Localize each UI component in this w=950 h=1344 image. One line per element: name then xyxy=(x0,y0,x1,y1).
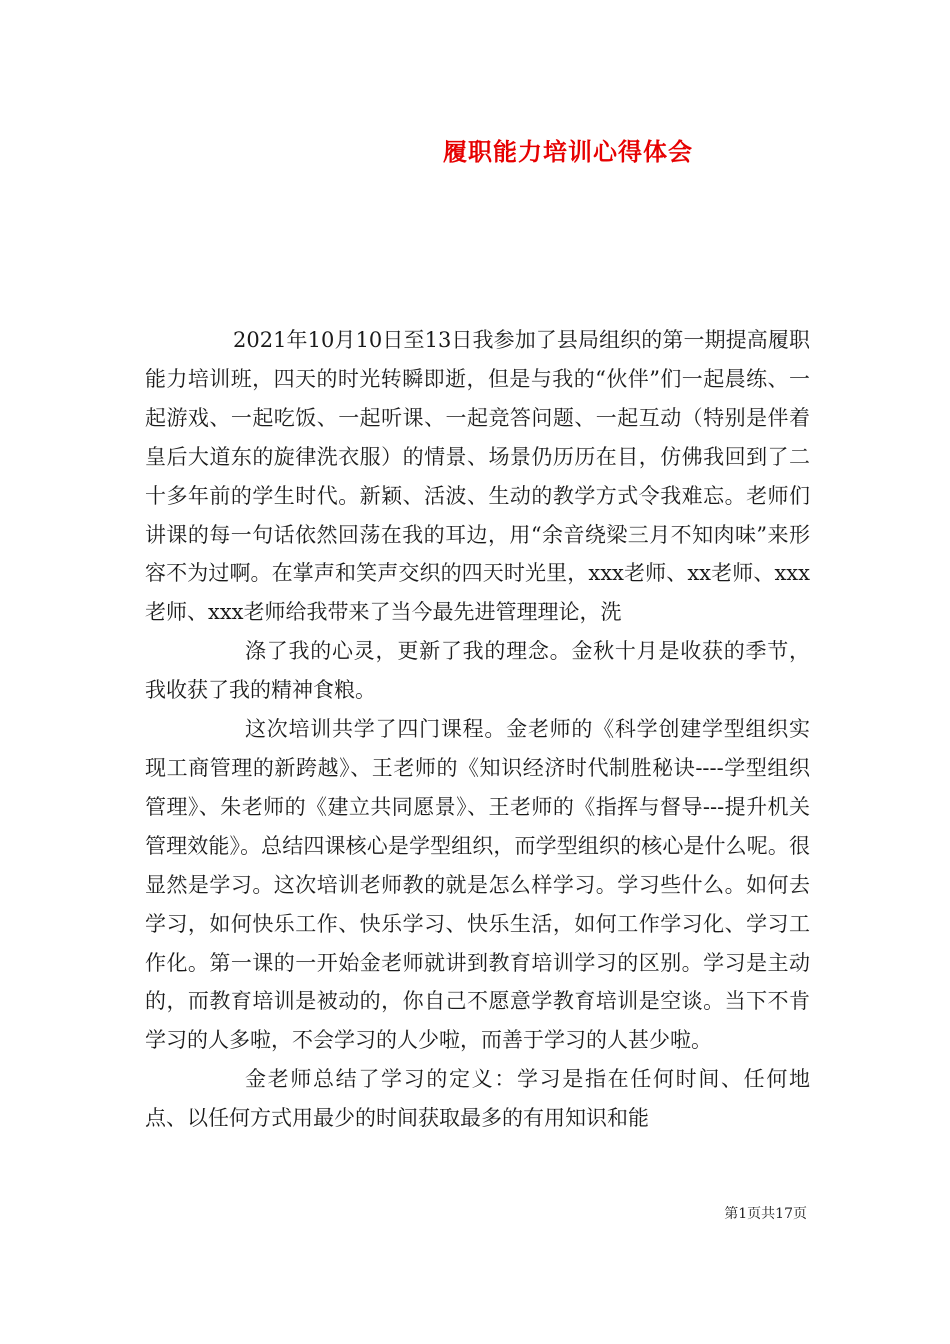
paragraph-4: 金老师总结了学习的定义：学习是指在任何时间、任何地点、以任何方式用最少的时间获取最多的有用知识和能 xyxy=(145,1067,810,1131)
paragraph-3: 这次培训共学了四门课程。金老师的《科学创建学型组织实现工商管理的新跨越》、王老师的《知识经济时代制胜秘诀----学型组织管理》、朱老师的《建立共同愿景》、王老师的《指挥与督导---提升机关管理效能》。总结四课核心是学型组织，而学型组织的核心是什么呢。很显然是学习。这次培训老师教的就是怎么样学习。学习些什么。如何去学习，如何快乐工作、快乐学习、快乐生活，如何工作学习化、学习工作化。第一课的一开始金老师就讲到教育培训学习的区别。学习是主动的，而教育培训是被动的，你自己不愿意学教育培训是空谈。当下不肯学习的人多啦，不会学习的人少啦，而善于学习的人甚少啦。 xyxy=(145,717,810,1053)
document-title: 履职能力培训心得体会 xyxy=(443,137,693,166)
paragraph-1: 2021年10月10日至13日我参加了县局组织的第一期提高履职能力培训班，四天的时光转瞬即逝，但是与我的“伙伴”们一起晨练、一起游戏、一起吃饭、一起听课、一起竞答问题、一起互动（特别是伴着皇后大道东的旋律洗衣服）的情景、场景仍历历在目，仿佛我回到了二十多年前的学生时代。新颖、活波、生动的教学方式令我难忘。老师们讲课的每一句话依然回荡在我的耳边，用“余音绕梁三月不知肉味”来形容不为过啊。在掌声和笑声交织的四天时光里，xxx老师、xx老师、xxx老师、xxx老师给我带来了当今最先进管理理论，洗 xyxy=(145,328,810,625)
paragraph-2: 涤了我的心灵，更新了我的理念。金秋十月是收获的季节，我收获了我的精神食粮。 xyxy=(145,639,810,703)
page-number: 第1页共17页 xyxy=(724,1206,807,1222)
document-body xyxy=(145,321,810,1138)
